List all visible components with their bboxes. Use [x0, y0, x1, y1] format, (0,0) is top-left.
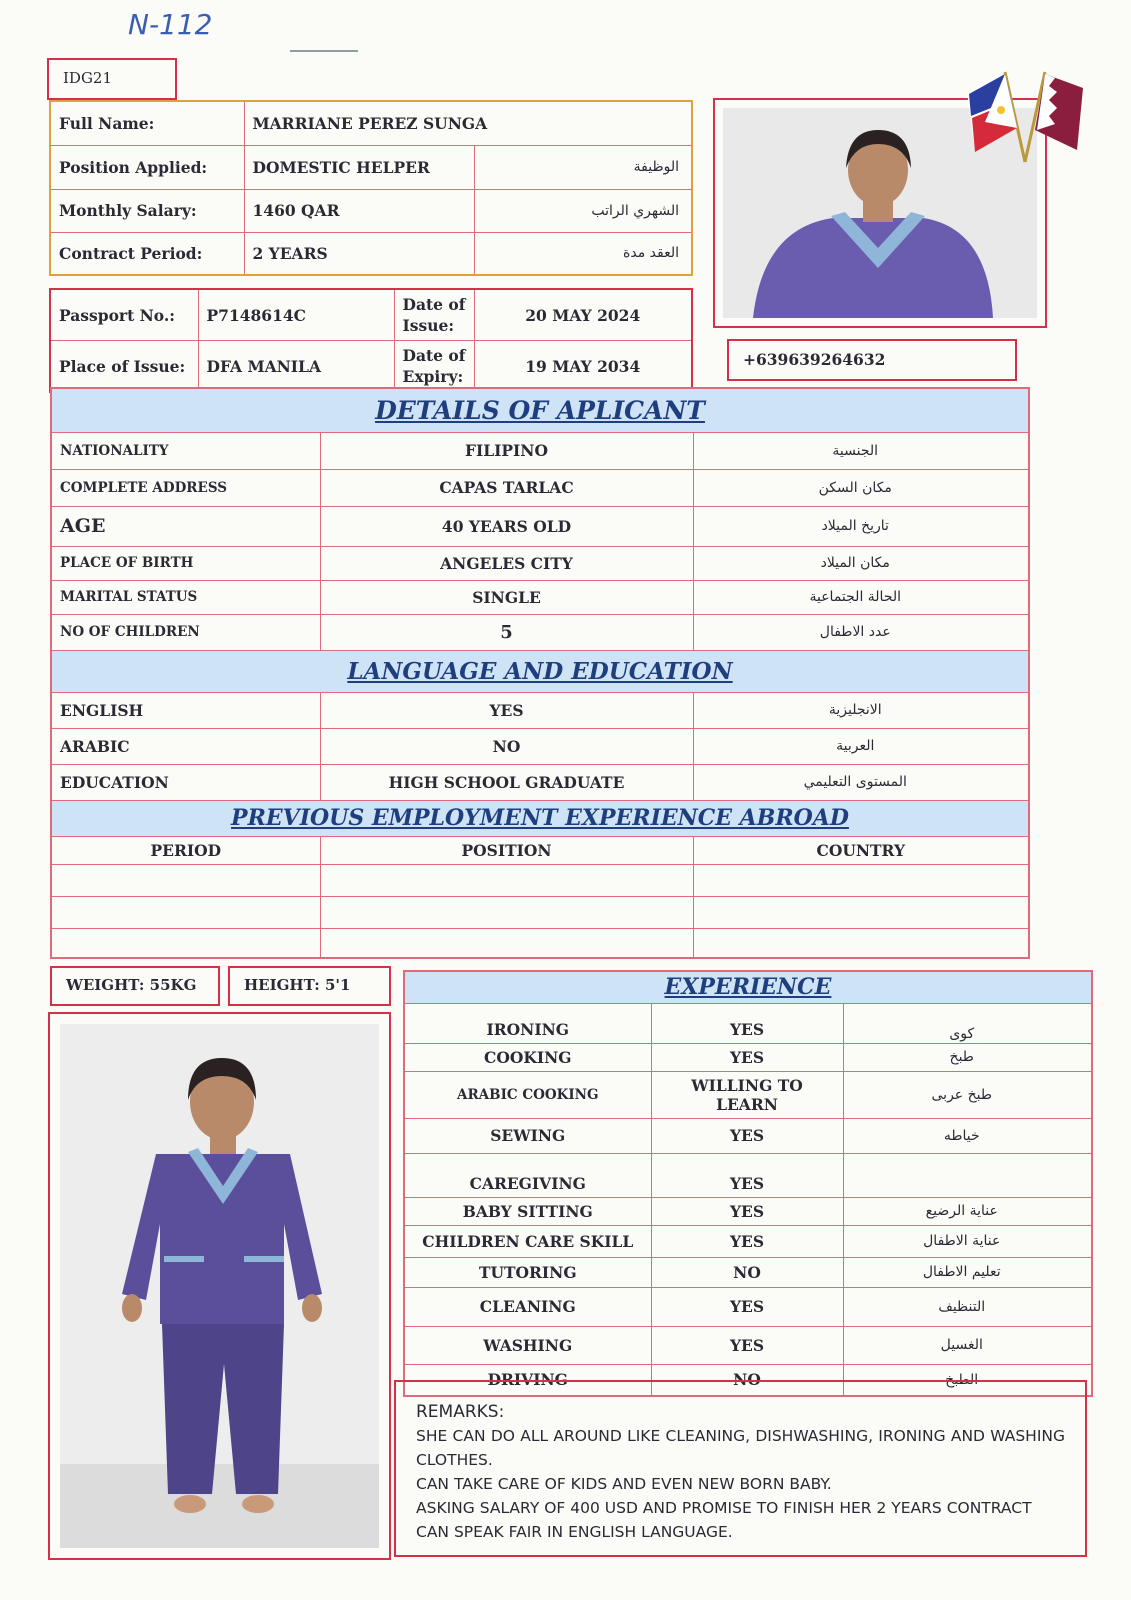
employment-header-period: PERIOD — [51, 836, 320, 864]
experience-skill: IRONING — [404, 1003, 651, 1043]
full-body-photo-frame — [48, 1012, 391, 1560]
remarks-line: ASKING SALARY OF 400 USD AND PROMISE TO FINISH HER 2 YEARS CONTRACT — [416, 1499, 1032, 1517]
experience-skill: DRIVING — [404, 1364, 651, 1396]
experience-table — [403, 970, 1093, 1397]
weight-value: WEIGHT: 55KG — [66, 976, 197, 994]
flags-emblem — [965, 52, 1085, 172]
experience-arabic: عناية الاطفال — [843, 1225, 1092, 1257]
salary-label: Monthly Salary: — [50, 189, 244, 232]
reference-code-box — [47, 58, 177, 100]
full-body-photo — [60, 1024, 379, 1548]
position-label: Position Applied: — [50, 145, 244, 189]
experience-arabic: تعليم الاطفال — [843, 1257, 1092, 1287]
height-box — [228, 966, 391, 1006]
education-label: EDUCATION — [51, 764, 320, 800]
experience-skill: TUTORING — [404, 1257, 651, 1287]
remarks-line: CAN TAKE CARE OF KIDS AND EVEN NEW BORN BABY. — [416, 1475, 832, 1493]
arabic-value: NO — [320, 728, 693, 764]
marital-status-arabic: الحالة الجتماعية — [693, 580, 1029, 614]
experience-skill: SEWING — [404, 1118, 651, 1153]
header-fields-table — [49, 100, 693, 276]
remarks-box — [394, 1380, 1087, 1557]
birthplace-value: ANGELES CITY — [320, 546, 693, 580]
experience-value: YES — [651, 1118, 843, 1153]
age-arabic: تاريخ الميلاد — [693, 506, 1029, 546]
issue-date-label: Date of Issue: — [394, 289, 474, 341]
employment-header-position: POSITION — [320, 836, 693, 864]
experience-value: NO — [651, 1364, 843, 1396]
english-arabic: الانجليزية — [693, 692, 1029, 728]
experience-skill: ARABIC COOKING — [404, 1071, 651, 1118]
place-of-issue-label: Place of Issue: — [50, 341, 198, 393]
age-value: 40 YEARS OLD — [320, 506, 693, 546]
employment-row — [51, 928, 1029, 958]
experience-value: NO — [651, 1257, 843, 1287]
nationality-arabic: الجنسية — [693, 432, 1029, 469]
contract-arabic: العقد مدة — [474, 232, 692, 275]
experience-skill: CLEANING — [404, 1287, 651, 1326]
experience-skill: WASHING — [404, 1326, 651, 1364]
children-value: 5 — [320, 614, 693, 650]
experience-skill: BABY SITTING — [404, 1197, 651, 1225]
experience-value: YES — [651, 1225, 843, 1257]
address-arabic: مكان السكن — [693, 469, 1029, 506]
expiry-date-label: Date of Expiry: — [394, 341, 474, 393]
children-arabic: عدد الاطفال — [693, 614, 1029, 650]
details-title: DETAILS OF APLICANT — [51, 388, 1029, 432]
birthplace-arabic: مكان الميلاد — [693, 546, 1029, 580]
full-name-value: MARRIANE PEREZ SUNGA — [244, 101, 692, 145]
education-value: HIGH SCHOOL GRADUATE — [320, 764, 693, 800]
experience-arabic: طبخ عربى — [843, 1071, 1092, 1118]
remarks-line: CAN SPEAK FAIR IN ENGLISH LANGUAGE. — [416, 1523, 733, 1541]
experience-skill: COOKING — [404, 1043, 651, 1071]
address-label: COMPLETE ADDRESS — [51, 469, 320, 506]
nationality-label: NATIONALITY — [51, 432, 320, 469]
reference-code: IDG21 — [63, 69, 113, 87]
experience-arabic: طبخ — [843, 1043, 1092, 1071]
handwritten-note: N-112 — [128, 8, 213, 41]
experience-arabic: خياطه — [843, 1118, 1092, 1153]
passport-no-label: Passport No.: — [50, 289, 198, 341]
passport-table — [49, 288, 693, 393]
marital-status-label: MARITAL STATUS — [51, 580, 320, 614]
pen-mark — [290, 50, 358, 52]
marital-status-value: SINGLE — [320, 580, 693, 614]
education-arabic: المستوى التعليمي — [693, 764, 1029, 800]
full-name-label: Full Name: — [50, 101, 244, 145]
experience-arabic: كوى — [843, 1003, 1092, 1043]
expiry-date-value: 19 MAY 2034 — [474, 341, 692, 393]
experience-value: YES — [651, 1043, 843, 1071]
salary-value: 1460 QAR — [244, 189, 474, 232]
english-label: ENGLISH — [51, 692, 320, 728]
position-arabic: الوظيفة — [474, 145, 692, 189]
experience-value: YES — [651, 1287, 843, 1326]
english-value: YES — [320, 692, 693, 728]
employment-header-country: COUNTRY — [693, 836, 1029, 864]
experience-title: EXPERIENCE — [404, 971, 1092, 1003]
salary-arabic: الشهري الراتب — [474, 189, 692, 232]
experience-arabic — [843, 1153, 1092, 1197]
arabic-arabic: العربية — [693, 728, 1029, 764]
address-value: CAPAS TARLAC — [320, 469, 693, 506]
remarks-line: SHE CAN DO ALL AROUND LIKE CLEANING, DISHWASHING, IRONING AND WASHING CLOTHES. — [416, 1427, 1065, 1469]
contract-value: 2 YEARS — [244, 232, 474, 275]
children-label: NO OF CHILDREN — [51, 614, 320, 650]
passport-no-value: P7148614C — [198, 289, 394, 341]
full-body-figure — [60, 1024, 379, 1548]
experience-arabic: الطبخ — [843, 1364, 1092, 1396]
experience-value: YES — [651, 1197, 843, 1225]
experience-arabic: التنظيف — [843, 1287, 1092, 1326]
employment-row — [51, 896, 1029, 928]
age-label: AGE — [51, 506, 320, 546]
phone-number: +639639264632 — [743, 350, 886, 369]
employment-row — [51, 864, 1029, 896]
contract-label: Contract Period: — [50, 232, 244, 275]
place-of-issue-value: DFA MANILA — [198, 341, 394, 393]
phone-box — [727, 339, 1017, 381]
experience-arabic: عناية الرضيع — [843, 1197, 1092, 1225]
remarks-title: REMARKS: — [416, 1402, 505, 1422]
experience-arabic: الغسيل — [843, 1326, 1092, 1364]
position-value: DOMESTIC HELPER — [244, 145, 474, 189]
experience-skill: CAREGIVING — [404, 1153, 651, 1197]
experience-value: WILLING TO LEARN — [651, 1071, 843, 1118]
height-value: HEIGHT: 5'1 — [244, 976, 351, 994]
experience-skill: CHILDREN CARE SKILL — [404, 1225, 651, 1257]
details-table — [50, 387, 1030, 959]
weight-box — [50, 966, 220, 1006]
experience-value: YES — [651, 1153, 843, 1197]
employment-title: PREVIOUS EMPLOYMENT EXPERIENCE ABROAD — [51, 800, 1029, 836]
nationality-value: FILIPINO — [320, 432, 693, 469]
experience-value: YES — [651, 1003, 843, 1043]
arabic-label: ARABIC — [51, 728, 320, 764]
language-title: LANGUAGE AND EDUCATION — [51, 650, 1029, 692]
birthplace-label: PLACE OF BIRTH — [51, 546, 320, 580]
issue-date-value: 20 MAY 2024 — [474, 289, 692, 341]
experience-value: YES — [651, 1326, 843, 1364]
crossed-flags-icon — [965, 52, 1085, 172]
